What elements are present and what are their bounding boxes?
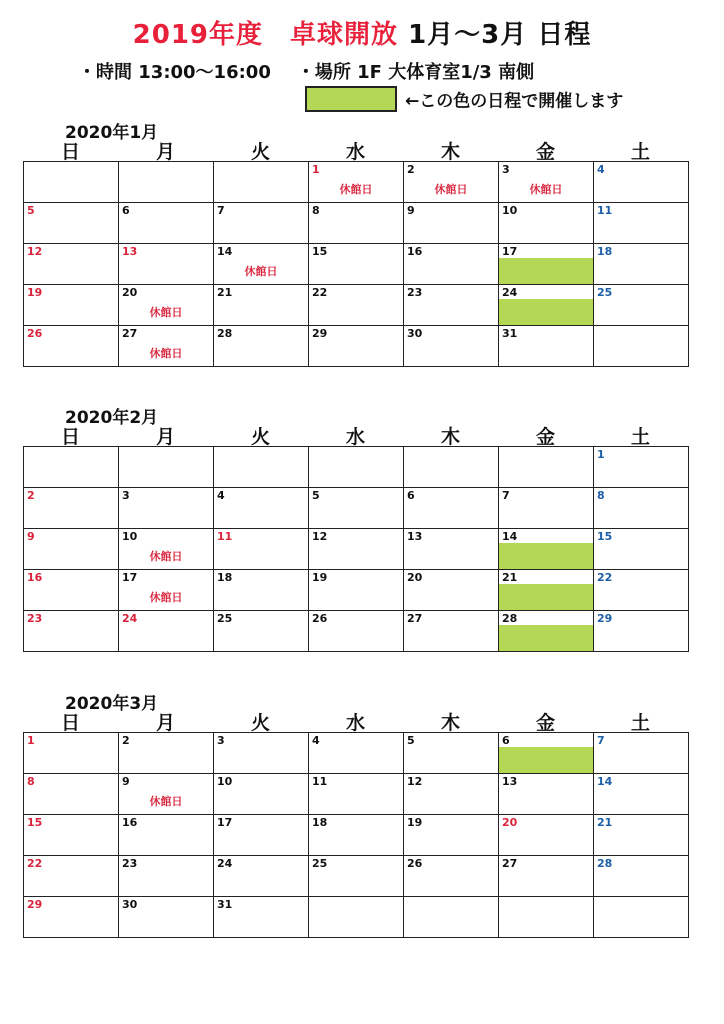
day-number: 11 xyxy=(597,204,613,217)
page-title xyxy=(0,14,724,51)
closed-label: 休館日 xyxy=(244,265,278,278)
open-day-highlight xyxy=(499,258,593,284)
day-cell xyxy=(594,326,689,367)
day-number: 18 xyxy=(312,816,328,829)
day-number: 20 xyxy=(407,571,423,584)
day-cell xyxy=(24,326,119,367)
day-number: 6 xyxy=(122,204,130,217)
calendar-grid xyxy=(23,446,689,652)
week-row xyxy=(24,529,689,570)
day-cell xyxy=(214,774,309,815)
day-cell xyxy=(309,285,404,326)
day-number: 10 xyxy=(122,530,138,543)
day-cell xyxy=(499,733,594,774)
day-cell xyxy=(119,488,214,529)
day-cell xyxy=(404,570,499,611)
day-number: 28 xyxy=(597,857,613,870)
weekday-label: 月 xyxy=(155,141,175,163)
weekday-label: 金 xyxy=(535,712,555,734)
day-number: 19 xyxy=(407,816,423,829)
day-cell xyxy=(594,203,689,244)
weekday-label: 木 xyxy=(440,141,460,163)
day-number: 23 xyxy=(122,857,138,870)
day-number: 29 xyxy=(597,612,613,625)
weekday-label: 金 xyxy=(535,426,555,448)
day-cell xyxy=(594,570,689,611)
day-number: 8 xyxy=(27,775,35,788)
day-number: 28 xyxy=(502,612,518,625)
open-day-highlight xyxy=(499,299,593,325)
weekday-label: 水 xyxy=(345,426,365,448)
day-cell xyxy=(499,162,594,203)
day-number: 13 xyxy=(407,530,423,543)
day-number: 31 xyxy=(217,898,233,911)
day-cell xyxy=(404,244,499,285)
day-cell xyxy=(404,326,499,367)
day-number: 11 xyxy=(312,775,328,788)
day-cell xyxy=(499,897,594,938)
closed-label: 休館日 xyxy=(149,306,183,319)
day-cell xyxy=(309,815,404,856)
title-period: 1月～3月 日程 xyxy=(408,20,592,50)
day-cell xyxy=(24,244,119,285)
day-number: 3 xyxy=(502,163,510,176)
day-cell xyxy=(404,447,499,488)
day-number: 23 xyxy=(407,286,423,299)
day-number: 15 xyxy=(597,530,613,543)
day-number: 24 xyxy=(217,857,233,870)
day-number: 17 xyxy=(502,245,518,258)
day-number: 15 xyxy=(27,816,43,829)
day-number: 13 xyxy=(502,775,518,788)
day-number: 14 xyxy=(597,775,613,788)
day-cell xyxy=(499,244,594,285)
weekday-label: 水 xyxy=(345,712,365,734)
day-number: 15 xyxy=(312,245,328,258)
weekday-label: 日 xyxy=(60,141,80,163)
closed-label: 休館日 xyxy=(529,183,563,196)
day-number: 10 xyxy=(217,775,233,788)
day-number: 20 xyxy=(502,816,518,829)
day-cell xyxy=(404,856,499,897)
week-row xyxy=(24,897,689,938)
day-cell xyxy=(119,815,214,856)
open-day-highlight xyxy=(499,543,593,569)
day-cell xyxy=(214,897,309,938)
legend-text: ←この色の日程で開催します xyxy=(405,91,624,112)
day-number: 4 xyxy=(312,734,320,747)
day-cell xyxy=(404,774,499,815)
day-cell xyxy=(24,856,119,897)
day-cell xyxy=(119,244,214,285)
day-cell xyxy=(404,733,499,774)
closed-label: 休館日 xyxy=(339,183,373,196)
closed-label: 休館日 xyxy=(149,795,183,808)
weekday-label: 月 xyxy=(155,712,175,734)
day-number: 21 xyxy=(597,816,613,829)
open-day-highlight xyxy=(499,584,593,610)
day-cell xyxy=(119,326,214,367)
closed-label: 休館日 xyxy=(149,347,183,360)
day-number: 7 xyxy=(217,204,225,217)
day-cell xyxy=(499,570,594,611)
week-row xyxy=(24,285,689,326)
day-number: 14 xyxy=(502,530,518,543)
day-cell xyxy=(214,203,309,244)
day-number: 22 xyxy=(597,571,613,584)
day-number: 6 xyxy=(502,734,510,747)
day-cell xyxy=(214,488,309,529)
day-cell xyxy=(309,774,404,815)
day-number: 5 xyxy=(312,489,320,502)
day-number: 16 xyxy=(407,245,423,258)
day-cell xyxy=(119,570,214,611)
day-cell xyxy=(214,570,309,611)
day-cell xyxy=(24,488,119,529)
day-number: 10 xyxy=(502,204,518,217)
place-info: ・場所 1F 大体育室1/3 南側 xyxy=(296,62,535,83)
day-number: 12 xyxy=(312,530,328,543)
day-cell xyxy=(119,774,214,815)
week-row xyxy=(24,815,689,856)
closed-label: 休館日 xyxy=(149,591,183,604)
day-number: 7 xyxy=(597,734,605,747)
weekday-header xyxy=(23,137,689,164)
day-cell xyxy=(119,203,214,244)
month-title: 2020年1月 xyxy=(65,123,159,143)
day-cell xyxy=(594,611,689,652)
day-number: 3 xyxy=(122,489,130,502)
day-cell xyxy=(499,203,594,244)
weekday-label: 金 xyxy=(535,141,555,163)
day-number: 21 xyxy=(502,571,518,584)
weekday-label: 木 xyxy=(440,426,460,448)
weekday-label: 木 xyxy=(440,712,460,734)
day-number: 25 xyxy=(597,286,613,299)
weekday-label: 土 xyxy=(630,426,650,448)
day-cell xyxy=(404,611,499,652)
day-number: 2 xyxy=(122,734,130,747)
day-cell xyxy=(594,529,689,570)
day-number: 21 xyxy=(217,286,233,299)
week-row xyxy=(24,856,689,897)
day-cell xyxy=(214,326,309,367)
day-cell xyxy=(499,529,594,570)
day-cell xyxy=(24,162,119,203)
day-number: 16 xyxy=(122,816,138,829)
weekday-label: 水 xyxy=(345,141,365,163)
day-number: 8 xyxy=(312,204,320,217)
day-cell xyxy=(309,326,404,367)
day-number: 18 xyxy=(217,571,233,584)
month-title: 2020年3月 xyxy=(65,694,159,714)
day-number: 18 xyxy=(597,245,613,258)
closed-label: 休館日 xyxy=(149,550,183,563)
day-number: 12 xyxy=(407,775,423,788)
day-cell xyxy=(594,244,689,285)
day-cell xyxy=(309,162,404,203)
weekday-label: 月 xyxy=(155,426,175,448)
day-cell xyxy=(499,447,594,488)
day-number: 13 xyxy=(122,245,138,258)
day-cell xyxy=(404,897,499,938)
week-row xyxy=(24,570,689,611)
day-number: 11 xyxy=(217,530,233,543)
week-row xyxy=(24,611,689,652)
day-cell xyxy=(594,285,689,326)
day-number: 2 xyxy=(27,489,35,502)
day-number: 31 xyxy=(502,327,518,340)
weekday-label: 土 xyxy=(630,712,650,734)
day-number: 8 xyxy=(597,489,605,502)
legend xyxy=(305,86,623,112)
day-cell xyxy=(499,611,594,652)
day-cell xyxy=(404,162,499,203)
day-number: 16 xyxy=(27,571,43,584)
day-cell xyxy=(119,285,214,326)
day-number: 26 xyxy=(312,612,328,625)
day-number: 1 xyxy=(597,448,605,461)
legend-swatch xyxy=(305,86,397,112)
weekday-label: 火 xyxy=(250,712,270,734)
day-number: 25 xyxy=(312,857,328,870)
day-number: 20 xyxy=(122,286,138,299)
day-cell xyxy=(594,447,689,488)
day-cell xyxy=(24,203,119,244)
event-info xyxy=(78,58,534,84)
day-cell xyxy=(499,326,594,367)
day-cell xyxy=(404,815,499,856)
day-cell xyxy=(119,447,214,488)
open-day-highlight xyxy=(499,625,593,651)
day-number: 29 xyxy=(27,898,43,911)
day-cell xyxy=(214,244,309,285)
week-row xyxy=(24,162,689,203)
day-cell xyxy=(119,733,214,774)
day-cell xyxy=(309,447,404,488)
day-number: 17 xyxy=(122,571,138,584)
day-number: 9 xyxy=(27,530,35,543)
day-number: 17 xyxy=(217,816,233,829)
day-number: 1 xyxy=(312,163,320,176)
day-cell xyxy=(404,488,499,529)
week-row xyxy=(24,774,689,815)
day-cell xyxy=(214,529,309,570)
day-cell xyxy=(24,529,119,570)
day-number: 14 xyxy=(217,245,233,258)
day-number: 24 xyxy=(502,286,518,299)
day-number: 26 xyxy=(27,327,43,340)
day-cell xyxy=(309,529,404,570)
day-cell xyxy=(499,815,594,856)
day-number: 19 xyxy=(27,286,43,299)
weekday-label: 日 xyxy=(60,426,80,448)
day-cell xyxy=(404,285,499,326)
day-cell xyxy=(119,162,214,203)
day-number: 28 xyxy=(217,327,233,340)
day-number: 7 xyxy=(502,489,510,502)
day-cell xyxy=(24,447,119,488)
weekday-label: 火 xyxy=(250,426,270,448)
week-row xyxy=(24,203,689,244)
weekday-label: 日 xyxy=(60,712,80,734)
day-cell xyxy=(214,447,309,488)
day-cell xyxy=(214,162,309,203)
title-main: 2019年度 卓球開放 xyxy=(132,20,399,50)
day-cell xyxy=(309,733,404,774)
day-number: 4 xyxy=(597,163,605,176)
week-row xyxy=(24,244,689,285)
week-row xyxy=(24,488,689,529)
weekday-label: 土 xyxy=(630,141,650,163)
calendar-grid xyxy=(23,161,689,367)
day-cell xyxy=(499,774,594,815)
day-number: 25 xyxy=(217,612,233,625)
day-cell xyxy=(404,203,499,244)
day-number: 6 xyxy=(407,489,415,502)
weekday-label: 火 xyxy=(250,141,270,163)
day-number: 19 xyxy=(312,571,328,584)
day-number: 9 xyxy=(407,204,415,217)
day-number: 23 xyxy=(27,612,43,625)
day-cell xyxy=(309,244,404,285)
day-cell xyxy=(309,488,404,529)
day-cell xyxy=(309,611,404,652)
day-cell xyxy=(24,897,119,938)
day-number: 4 xyxy=(217,489,225,502)
day-cell xyxy=(119,529,214,570)
day-number: 30 xyxy=(407,327,423,340)
day-cell xyxy=(214,611,309,652)
day-cell xyxy=(594,488,689,529)
day-cell xyxy=(499,488,594,529)
day-cell xyxy=(214,856,309,897)
day-number: 27 xyxy=(122,327,138,340)
day-number: 30 xyxy=(122,898,138,911)
day-cell xyxy=(24,774,119,815)
day-number: 5 xyxy=(407,734,415,747)
day-number: 27 xyxy=(407,612,423,625)
week-row xyxy=(24,326,689,367)
day-cell xyxy=(24,611,119,652)
day-number: 9 xyxy=(122,775,130,788)
day-cell xyxy=(119,856,214,897)
day-cell xyxy=(214,285,309,326)
day-cell xyxy=(309,897,404,938)
day-number: 1 xyxy=(27,734,35,747)
day-cell xyxy=(404,529,499,570)
day-number: 3 xyxy=(217,734,225,747)
weekday-header xyxy=(23,422,689,449)
day-cell xyxy=(594,815,689,856)
day-number: 27 xyxy=(502,857,518,870)
closed-label: 休館日 xyxy=(434,183,468,196)
day-cell xyxy=(309,203,404,244)
day-number: 26 xyxy=(407,857,423,870)
day-cell xyxy=(309,856,404,897)
day-cell xyxy=(499,285,594,326)
day-cell xyxy=(119,897,214,938)
day-number: 24 xyxy=(122,612,138,625)
open-day-highlight xyxy=(499,747,593,773)
week-row xyxy=(24,733,689,774)
day-cell xyxy=(24,570,119,611)
week-row xyxy=(24,447,689,488)
month-title: 2020年2月 xyxy=(65,408,159,428)
time-info: ・時間 13:00～16:00 xyxy=(78,62,271,83)
day-cell xyxy=(309,570,404,611)
day-number: 12 xyxy=(27,245,43,258)
day-number: 22 xyxy=(312,286,328,299)
day-cell xyxy=(594,774,689,815)
day-cell xyxy=(24,815,119,856)
calendar-grid xyxy=(23,732,689,938)
day-cell xyxy=(119,611,214,652)
day-cell xyxy=(594,856,689,897)
day-number: 2 xyxy=(407,163,415,176)
weekday-header xyxy=(23,708,689,735)
day-cell xyxy=(214,815,309,856)
day-cell xyxy=(594,897,689,938)
day-number: 29 xyxy=(312,327,328,340)
day-cell xyxy=(24,733,119,774)
day-cell xyxy=(499,856,594,897)
day-cell xyxy=(214,733,309,774)
day-number: 22 xyxy=(27,857,43,870)
day-cell xyxy=(24,285,119,326)
day-cell xyxy=(594,733,689,774)
day-number: 5 xyxy=(27,204,35,217)
day-cell xyxy=(594,162,689,203)
